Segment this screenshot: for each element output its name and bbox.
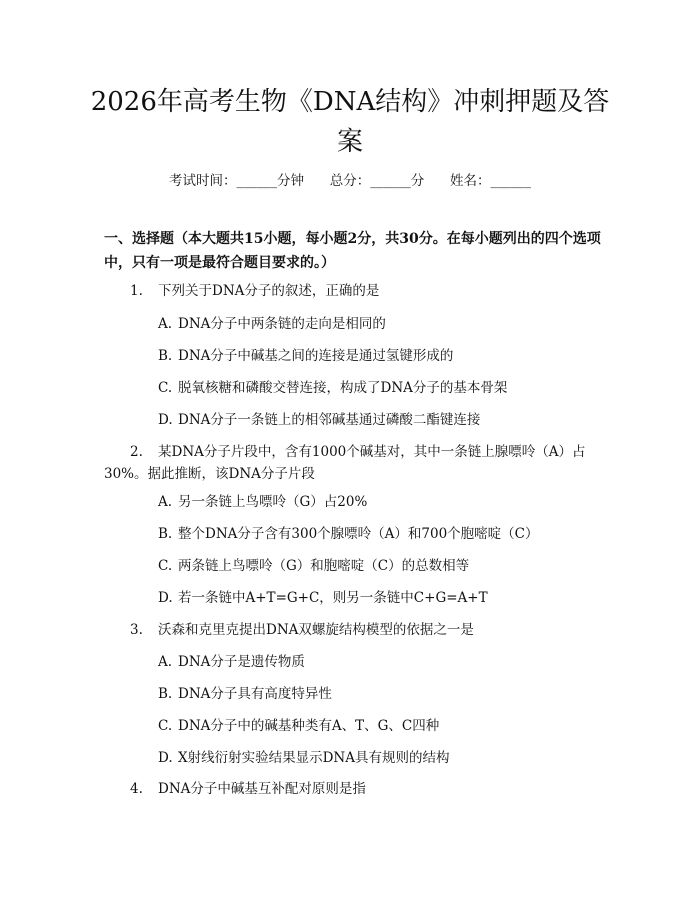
question-2 — [104, 441, 594, 485]
question-2-option-c: C. 两条链上鸟嘌呤（G）和胞嘧啶（C）的总数相等 — [158, 558, 470, 574]
question-number: 3. — [130, 622, 143, 638]
question-1-option-d: D. DNA分子一条链上的相邻碱基通过磷酸二酯键连接 — [158, 412, 481, 428]
question-stem: DNA分子中碱基互补配对原则是指 — [158, 781, 366, 797]
question-2-option-d: D. 若一条链中A+T=G+C，则另一条链中C+G=A+T — [158, 590, 488, 606]
question-1-option-c: C. 脱氧核糖和磷酸交替连接，构成了DNA分子的基本骨架 — [158, 380, 508, 396]
question-3-option-b: B. DNA分子具有高度特异性 — [158, 686, 332, 702]
question-2-option-a: A. 另一条链上鸟嘌呤（G）占20% — [158, 494, 368, 510]
question-3-option-a: A. DNA分子是遗传物质 — [158, 654, 305, 670]
question-number: 4. — [130, 781, 143, 797]
section-header-multiple-choice: 一、选择题（本大题共15小题，每小题2分，共30分。在每小题列出的四个选项中，只有一项是最符合题目要求的。） — [104, 231, 601, 271]
question-number: 1. — [130, 283, 143, 299]
exam-info-line: 考试时间：______分钟 总分：______分 姓名：______ — [169, 173, 531, 189]
question-1 — [130, 280, 590, 303]
question-stem: 某DNA分子片段中，含有1000个碱基对，其中一条链上腺嘌呤（A）占30%。据此推断，该DNA分子片段 — [104, 444, 586, 482]
document-title: 2026年高考生物《DNA结构》冲刺押题及答案 — [90, 87, 610, 157]
question-stem: 下列关于DNA分子的叙述，正确的是 — [158, 283, 380, 299]
question-stem: 沃森和克里克提出DNA双螺旋结构模型的依据之一是 — [158, 622, 474, 638]
question-3 — [130, 619, 590, 642]
question-4 — [130, 778, 590, 801]
question-3-option-c: C. DNA分子中的碱基种类有A、T、G、C四种 — [158, 718, 440, 734]
question-2-option-b: B. 整个DNA分子含有300个腺嘌呤（A）和700个胞嘧啶（C） — [158, 526, 539, 542]
question-1-option-a: A. DNA分子中两条链的走向是相同的 — [158, 316, 386, 332]
question-1-option-b: B. DNA分子中碱基之间的连接是通过氢键形成的 — [158, 348, 454, 364]
question-3-option-d: D. X射线衍射实验结果显示DNA具有规则的结构 — [158, 750, 450, 766]
question-number: 2. — [130, 444, 143, 460]
